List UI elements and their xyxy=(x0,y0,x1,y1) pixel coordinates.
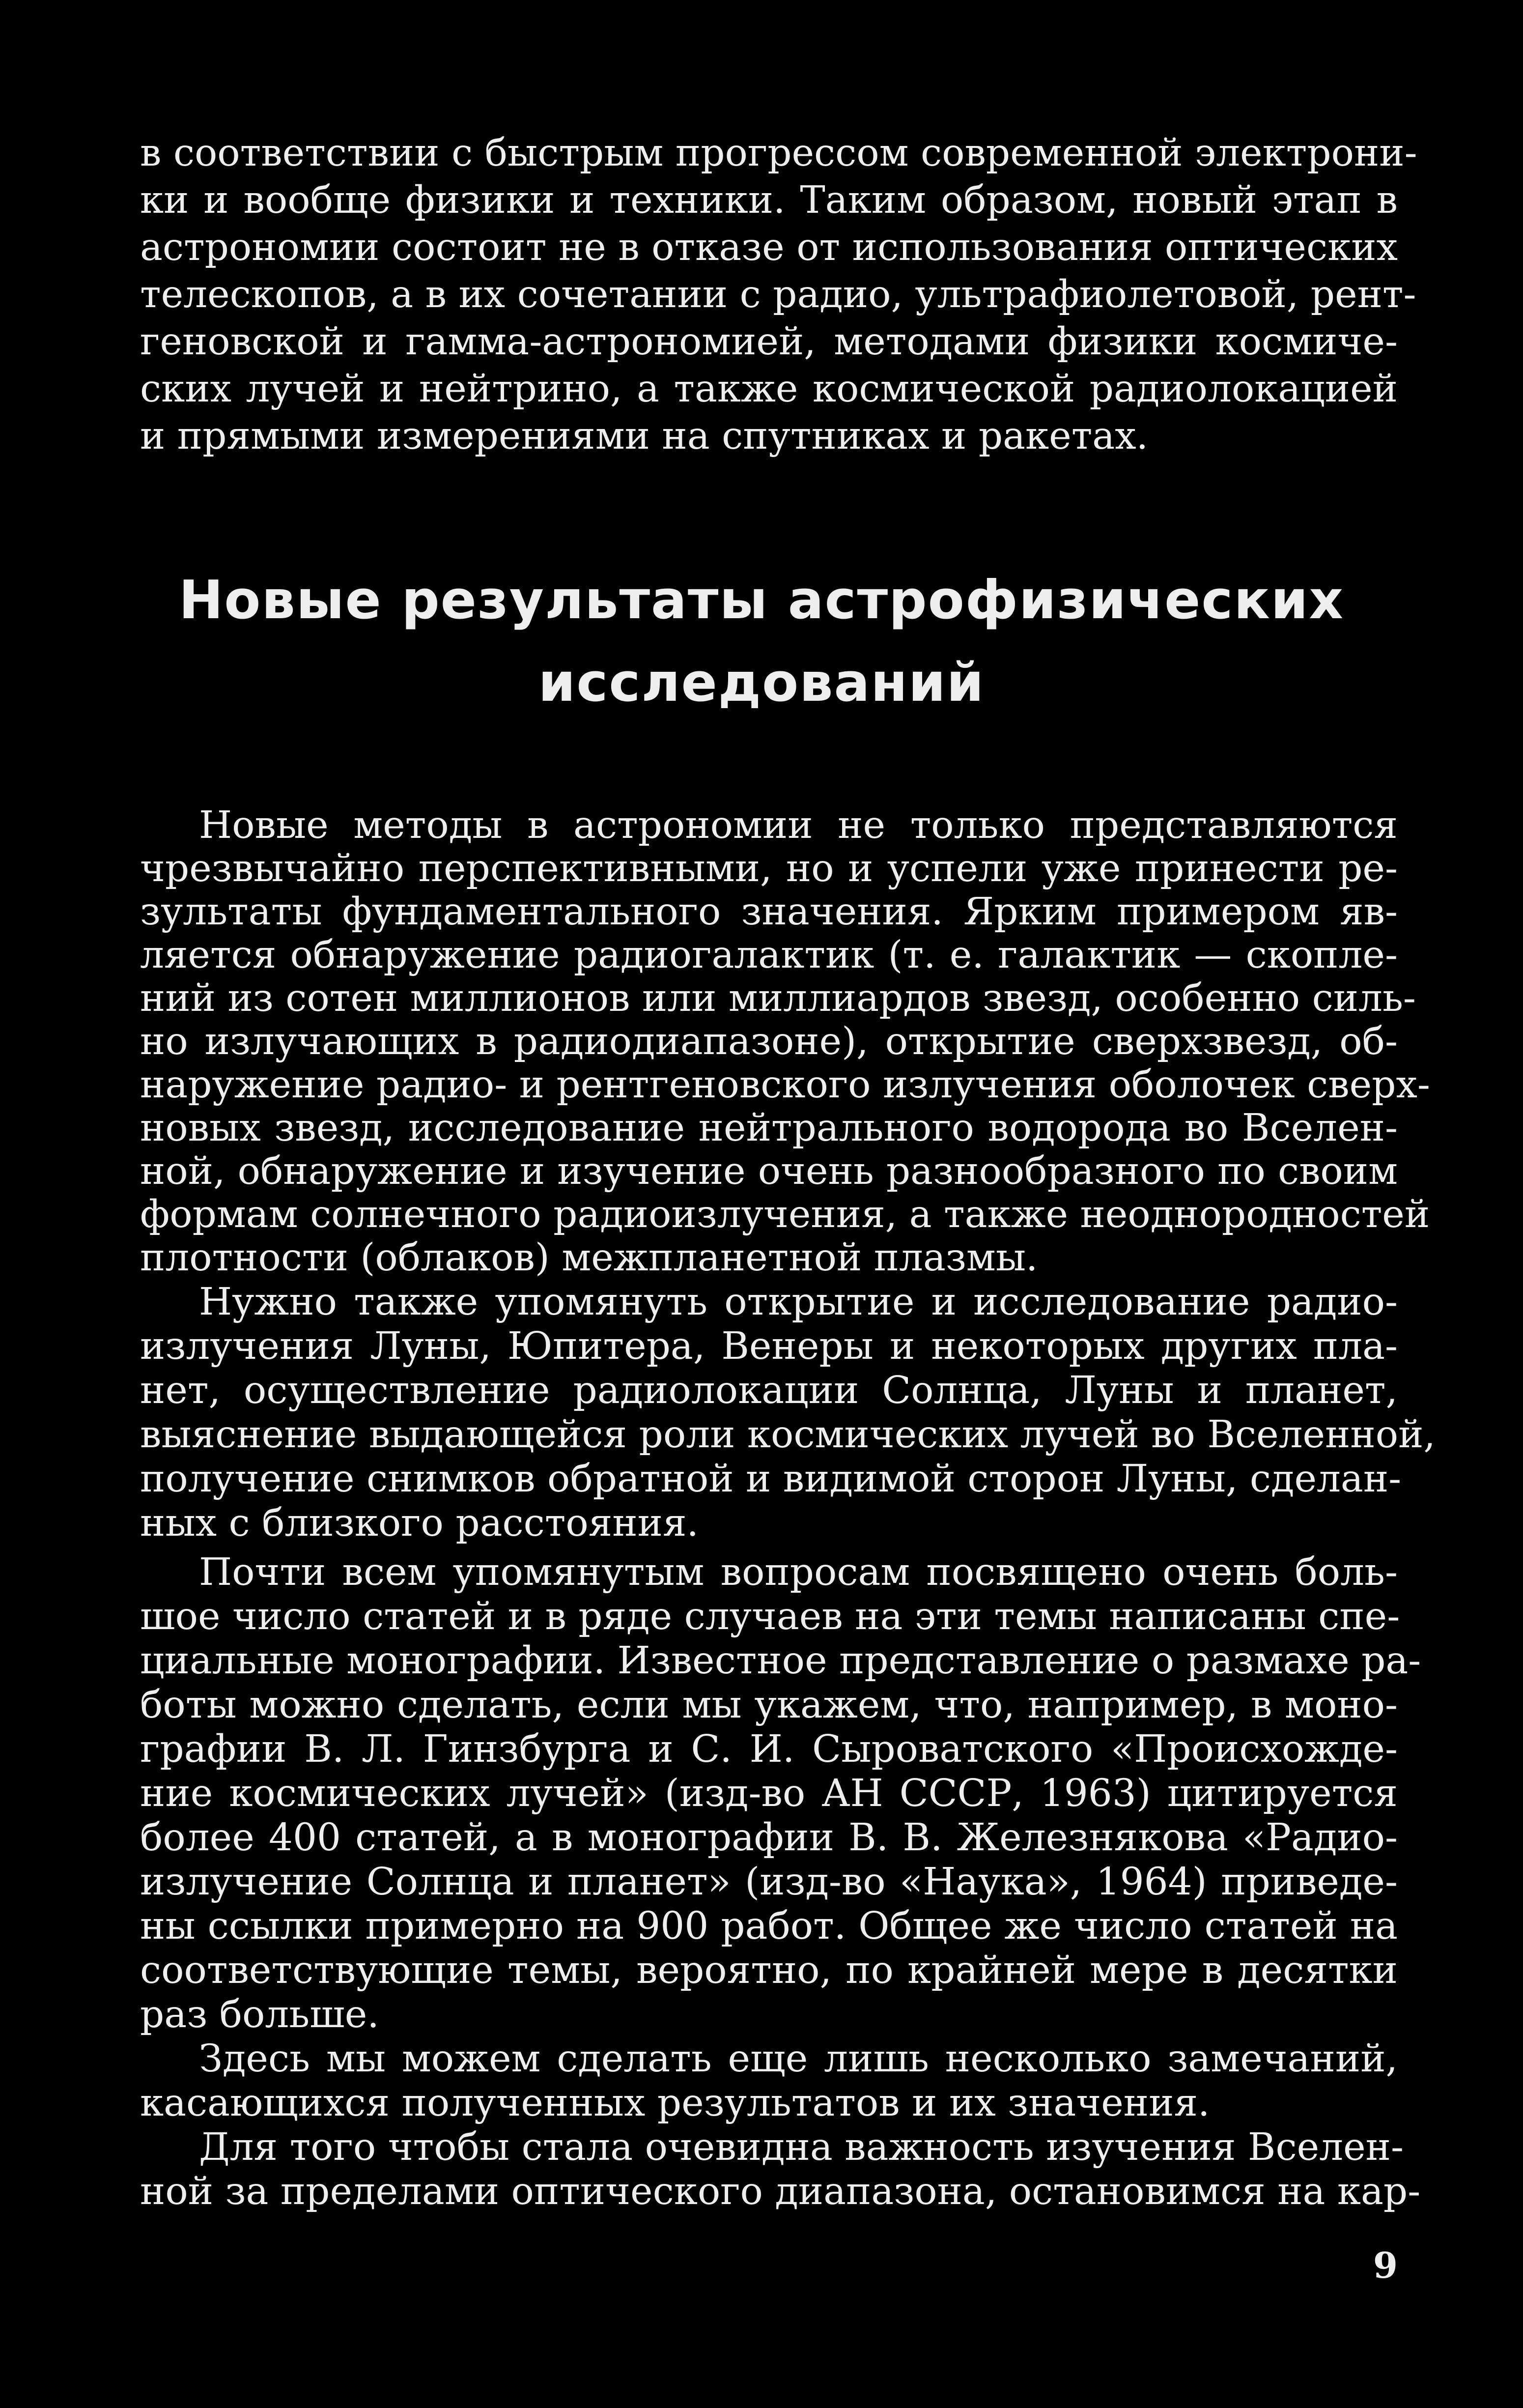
text-line: излучение Солнца и планет» (изд-во «Наука», 1964) приведе- xyxy=(140,1860,1398,1904)
text-line: ной, обнаружение и изучение очень разнообразного по своим xyxy=(140,1149,1398,1193)
text-line: геновской и гамма-астрономией, методами физики космиче- xyxy=(140,320,1398,364)
text-line: чрезвычайно перспективными, но и успели уже принести ре- xyxy=(140,847,1398,890)
text-line: ний из сотен миллионов или миллиардов звезд, особенно силь- xyxy=(140,976,1416,1020)
text-line: зультаты фундаментального значения. Ярким примером яв- xyxy=(140,890,1398,934)
text-line: ских лучей и нейтрино, а также космической радиолокацией xyxy=(140,367,1398,411)
text-line: формам солнечного радиоизлучения, а также неоднородностей xyxy=(140,1193,1430,1236)
text-line: выяснение выдающейся роли космических лучей во Вселенной, xyxy=(140,1413,1436,1457)
text-line: ны ссылки примерно на 900 работ. Общее же число статей на xyxy=(140,1904,1398,1948)
text-line: и прямыми измерениями на спутниках и ракетах. xyxy=(140,414,1149,458)
text-line: получение снимков обратной и видимой сторон Луны, сделан- xyxy=(140,1457,1402,1501)
text-line: графии В. Л. Гинзбурга и С. И. Сыроватского «Происхожде- xyxy=(140,1727,1398,1771)
text-line: раз больше. xyxy=(140,1993,379,2036)
text-line: в соответствии с быстрым прогрессом современной электрони- xyxy=(140,131,1417,175)
text-line: касающихся полученных результатов и их значения. xyxy=(140,2081,1210,2125)
text-line: наружение радио- и рентгеновского излучения оболочек сверх- xyxy=(140,1063,1430,1107)
text-line: ки и вообще физики и техники. Таким образом, новый этап в xyxy=(140,178,1398,222)
text-line: Для того чтобы стала очевидна важность изучения Вселен- xyxy=(199,2125,1404,2169)
text-line: Почти всем упомянутым вопросам посвящено очень боль- xyxy=(199,1550,1398,1594)
text-line: ных с близкого расстояния. xyxy=(140,1501,699,1545)
text-line: телескопов, а в их сочетании с радио, ультрафиолетовой, рент- xyxy=(140,273,1416,316)
text-line: Нужно также упомянуть открытие и исследование радио- xyxy=(199,1280,1398,1324)
text-line: новых звезд, исследование нейтрального водорода во Вселен- xyxy=(140,1106,1398,1150)
text-line: но излучающих в радиодиапазоне), открытие сверхзвезд, об- xyxy=(140,1020,1398,1063)
text-line: ние космических лучей» (изд-во АН СССР, 1963) цитируется xyxy=(140,1772,1398,1815)
section-heading-line-2: исследований xyxy=(538,652,985,714)
text-line: нет, осуществление радиолокации Солнца, Луны и планет, xyxy=(140,1369,1398,1412)
text-line: более 400 статей, а в монографии В. В. Железнякова «Радио- xyxy=(140,1816,1398,1860)
text-line: излучения Луны, Юпитера, Венеры и некоторых других пла- xyxy=(140,1324,1398,1368)
text-line: астрономии состоит не в отказе от использования оптических xyxy=(140,226,1398,269)
text-line: ляется обнаружение радиогалактик (т. е. галактик — скопле- xyxy=(140,933,1398,977)
text-line: соответствующие темы, вероятно, по крайней мере в десятки xyxy=(140,1949,1398,1992)
text-line: плотности (облаков) межпланетной плазмы. xyxy=(140,1236,1038,1280)
text-line: ной за пределами оптического диапазона, остановимся на кар- xyxy=(140,2170,1421,2213)
text-line: Здесь мы можем сделать еще лишь несколько замечаний, xyxy=(199,2037,1398,2081)
page-number: 9 xyxy=(1373,2244,1398,2286)
text-line: Новые методы в астрономии не только представляются xyxy=(199,803,1398,847)
text-line: шое число статей и в ряде случаев на эти темы написаны спе- xyxy=(140,1595,1400,1638)
section-heading-line-1: Новые результаты астрофизических xyxy=(178,570,1345,631)
text-line: циальные монографии. Известное представление о размахе ра- xyxy=(140,1639,1421,1683)
text-line: боты можно сделать, если мы укажем, что, например, в моно- xyxy=(140,1683,1398,1727)
